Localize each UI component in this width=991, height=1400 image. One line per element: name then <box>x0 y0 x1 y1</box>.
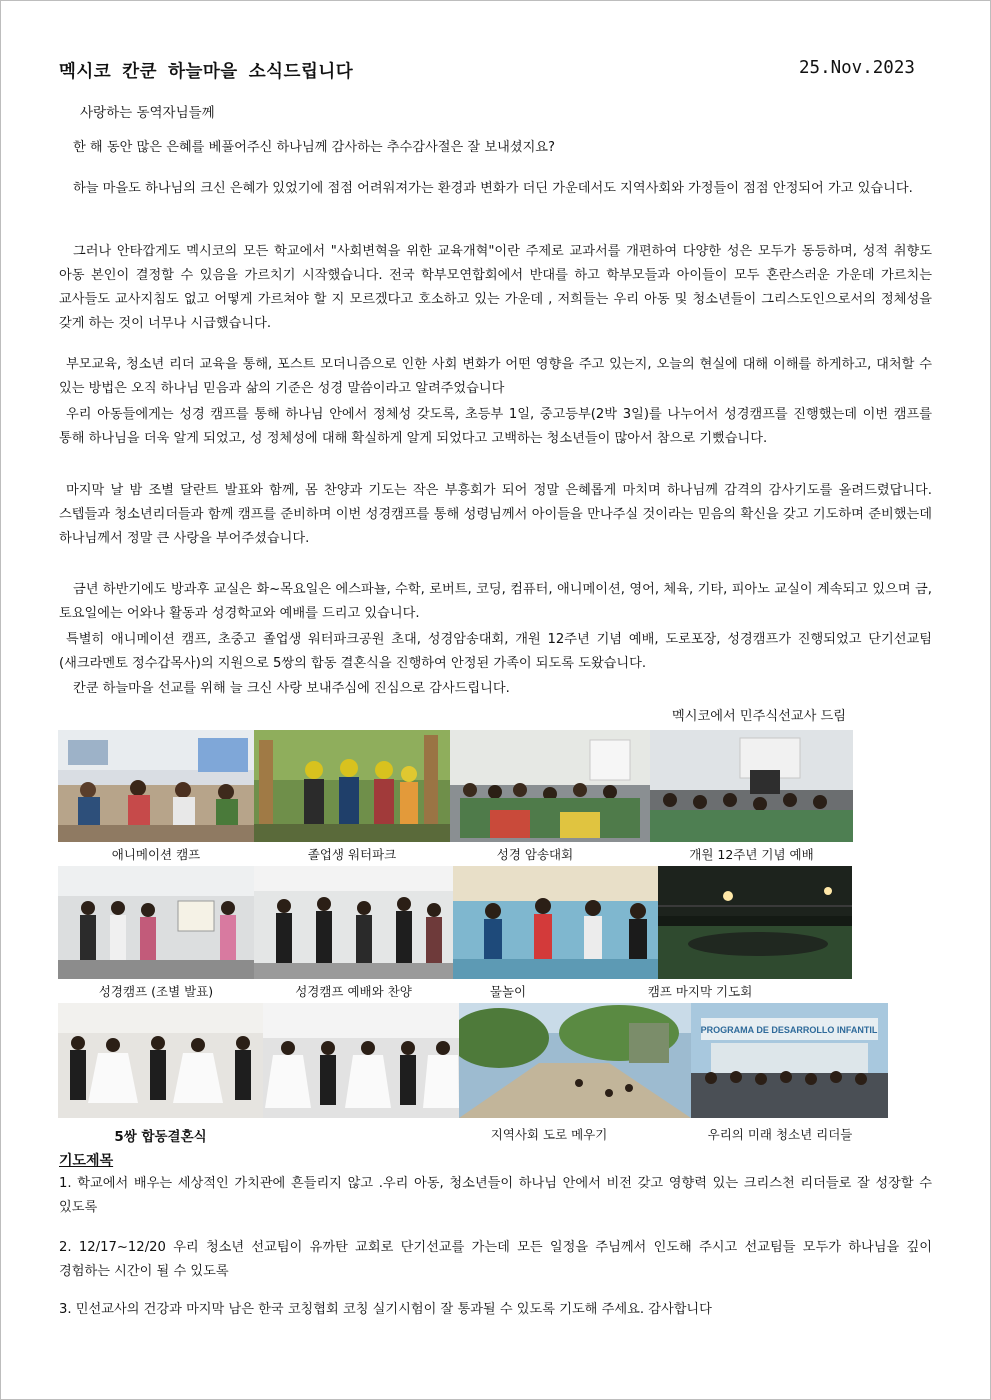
caption-waterpark: 졸업생 워터파크 <box>307 847 397 862</box>
paragraph-7: 금년 하반기에도 방과후 교실은 화~목요일은 에스파뇰, 수학, 로버트, 코딩, 컴퓨터, 애니메이션, 영어, 체육, 기타, 피아노 교실이 계속되고 있으며 금, 토요일에는 어와나 활동과 성경학교와 예배를 드리고 있습니다. <box>59 582 932 621</box>
caption-youth-leaders: 우리의 미래 청소년 리더들 <box>707 1127 853 1142</box>
caption-anniversary: 개원 12주년 기념 예배 <box>689 847 814 862</box>
caption-group-presentation: 성경캠프 (조별 발표) <box>98 984 214 999</box>
prayer-item-2: 2. 12/17~12/20 우리 청소년 선교팀이 유까탄 교회로 단기선교를 가는데 모든 일정을 주님께서 인도해 주시고 선교팀들 모두가 하나님을 깊이 경험하는 시간이 될 수 있도록 <box>59 1240 932 1279</box>
banner-text: PROGRAMA DE DESARROLLO INFANTIL <box>700 1025 878 1035</box>
photo-road-filling <box>459 1003 691 1118</box>
prayer-item-1: 1. 학교에서 배우는 세상적인 가치관에 흔들리지 않고 .우리 아동, 청소년들이 하나님 안에서 비전 갖고 영향력 있는 크리스천 리더들로 잘 성장할 수 있도록 <box>59 1176 932 1215</box>
photo-water-play <box>453 866 658 979</box>
paragraph-1: 한 해 동안 많은 은혜를 베풀어주신 하나님께 감사하는 추수감사절은 잘 보내셨지요? <box>73 140 556 155</box>
caption-water-play: 물놀이 <box>489 984 527 999</box>
caption-animation-camp: 애니메이션 캠프 <box>111 847 201 862</box>
photo-bible-recitation <box>450 730 650 842</box>
caption-prayer-night: 캠프 마지막 기도회 <box>647 984 753 999</box>
newsletter-date: 25.Nov.2023 <box>799 58 915 78</box>
prayer-title: 기도제목 <box>59 1153 114 1169</box>
photo-camp-prayer-night <box>658 866 852 979</box>
salutation: 사랑하는 동역자님들께 <box>80 105 215 121</box>
prayer-item-3: 3. 민선교사의 건강과 마지막 남은 한국 코칭협회 코칭 실기시험이 잘 통과될 수 있도록 기도해 주세요. 감사합니다 <box>59 1302 712 1317</box>
photo-wedding-2 <box>263 1003 459 1118</box>
photo-animation-camp <box>58 730 254 842</box>
photo-camp-worship <box>254 866 453 979</box>
signature: 멕시코에서 민주식선교사 드림 <box>672 709 846 724</box>
newsletter-title: 멕시코 칸쿤 하늘마을 소식드립니다 <box>59 62 354 82</box>
caption-camp-worship: 성경캠프 예배와 찬양 <box>295 984 412 999</box>
photo-youth-leaders <box>691 1003 888 1118</box>
paragraph-8: 특별히 애니메이션 캠프, 초중고 졸업생 워터파크공원 초대, 성경암송대회, 개원 12주년 기념 예배, 도로포장, 성경캠프가 진행되었고 단기선교팀(새크라멘토 정수갑목사)의 지원으로 5쌍의 합동 결혼식을 진행하여 안정된 가족이 되도록 도왔습니다. <box>59 632 932 671</box>
paragraph-3: 그러나 안타깝게도 멕시코의 모든 학교에서 "사회변혁을 위한 교육개혁"이란 주제로 교과서를 개편하여 다양한 성은 모두가 동등하며, 성적 취향도 아동 본인이 결정할 수 있음을 가르치기 시작했습니다. 전국 학부모연합회에서 반대를 하고 학부모들과 아이들이 모두 혼란스러운 가운데 가르치는 교사들도 교사지침도 없고 어떻게 가르쳐야 할 지 모르겠다고 호소하고 있는 가운데 , 저희들는 우리 아동 및 청소년들이 그리스도인으로서의 정체성을 갖게 하는 것이 너무나 시급했습니다. <box>59 244 932 331</box>
photo-camp-group-presentation <box>58 866 254 979</box>
caption-road-filling: 지역사회 도로 메우기 <box>490 1127 608 1142</box>
photo-waterpark <box>254 730 450 842</box>
paragraph-6: 마지막 날 밤 조별 달란트 발표와 함께, 몸 찬양과 기도는 작은 부흥회가 되어 정말 은혜롭게 마치며 하나님께 감격의 감사기도를 올려드렸답니다. 스텝들과 청소년리더들과 함께 캠프를 준비하며 이번 성경캠프를 통해 성령님께서 아이들을 만나주실 것이라는 믿음의 확신을 갖고 기도하며 준비했는데 하나님께서 정말 큰 사랑을 부어주셨습니다. <box>59 483 932 546</box>
photo-anniversary-service <box>650 730 853 842</box>
paragraph-2: 하늘 마을도 하나님의 크신 은혜가 있었기에 점점 어려워져가는 환경과 변화가 더딘 가운데서도 지역사회와 가정들이 점점 안정되어 가고 있습니다. <box>73 181 913 196</box>
paragraph-9: 칸쿤 하늘마을 선교를 위해 늘 크신 사랑 보내주심에 진심으로 감사드립니다. <box>73 681 510 696</box>
photo-wedding-1 <box>58 1003 263 1118</box>
caption-bible-recitation: 성경 암송대회 <box>496 847 574 862</box>
paragraph-4: 부모교육, 청소년 리더 교육을 통해, 포스트 모더니즘으로 인한 사회 변화가 어떤 영향을 주고 있는지, 오늘의 현실에 대해 이해를 하게하고, 대처할 수 있는 방법은 오직 하나님 믿음과 삶의 기준은 성경 말씀이라고 알려주었습니다 <box>59 357 932 396</box>
caption-wedding: 5쌍 합동결혼식 <box>114 1129 207 1145</box>
paragraph-5: 우리 아동들에게는 성경 캠프를 통해 하나님 안에서 정체성 갖도록, 초등부 1일, 중고등부(2박 3일)를 나누어서 성경캠프를 진행했는데 이번 캠프를 통해 하나님을 더욱 알게 되었고, 성 정체성에 대해 확실하게 알게 되었다고 고백하는 청소년들이 많아서 참으로 기뻤습니다. <box>59 407 932 446</box>
